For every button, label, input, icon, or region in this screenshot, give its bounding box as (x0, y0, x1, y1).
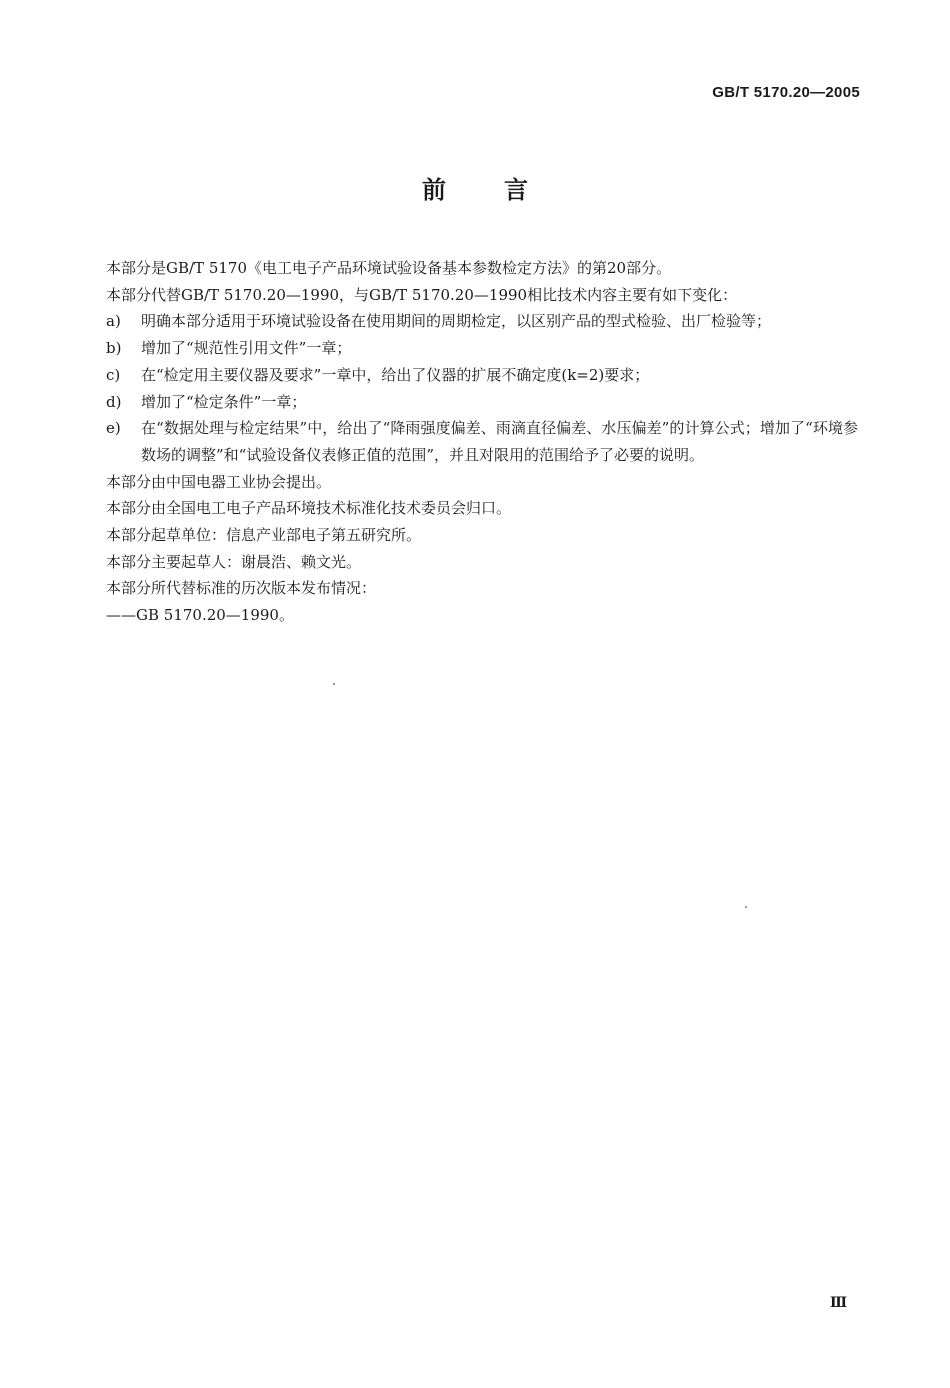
list-item-text: 在“检定用主要仪器及要求”一章中，给出了仪器的扩展不确定度(k=2)要求； (141, 365, 650, 384)
list-item (106, 389, 858, 416)
body-paragraph: 本部分起草单位：信息产业部电子第五研究所。 (106, 526, 422, 545)
body-paragraph: 本部分由全国电工电子产品环境技术标准化技术委员会归口。 (106, 499, 512, 518)
list-item-text: 在“数据处理与检定结果”中，给出了“降雨强度偏差、雨滴直径偏差、水压偏差”的计算公式；增加了“环境参数场的调整”和“试验设备仪表修正值的范围”，并且对限用的范围给予了必要的说明。 (141, 419, 858, 464)
document-code: GB/T 5170.20—2005 (712, 84, 860, 101)
list-item (106, 335, 858, 362)
body-paragraph: ——GB 5170.20—1990。 (106, 606, 294, 625)
list-item-text: 增加了“检定条件”一章； (141, 392, 307, 411)
list-item (106, 308, 858, 335)
list-marker: e) (106, 419, 121, 438)
scan-speck (745, 906, 747, 908)
list-item (106, 362, 858, 389)
list-item-text: 明确本部分适用于环境试验设备在使用期间的周期检定，以区别产品的型式检验、出厂检验等； (141, 312, 772, 331)
list-marker: a) (106, 312, 121, 331)
page-number: Ⅲ (829, 1295, 847, 1311)
body-paragraph: 本部分由中国电器工业协会提出。 (106, 472, 332, 491)
list-marker: d) (106, 392, 122, 411)
page-title: 前言 (422, 176, 586, 204)
scan-speck (333, 683, 335, 685)
body-paragraph: 本部分所代替标准的历次版本发布情况： (106, 579, 377, 598)
list-item (106, 415, 858, 468)
body-paragraph: 本部分主要起草人：谢晨浩、赖文光。 (106, 552, 362, 571)
foreword-body (106, 255, 858, 629)
list-marker: c) (106, 365, 121, 384)
body-paragraph: 本部分代替GB/T 5170.20—1990，与GB/T 5170.20—1990相比技术内容主要有如下变化： (106, 285, 738, 304)
list-item-text: 增加了“规范性引用文件”一章； (141, 339, 352, 358)
list-marker: b) (106, 339, 122, 358)
body-paragraph: 本部分是GB/T 5170《电工电子产品环境试验设备基本参数检定方法》的第20部分。 (106, 259, 672, 277)
